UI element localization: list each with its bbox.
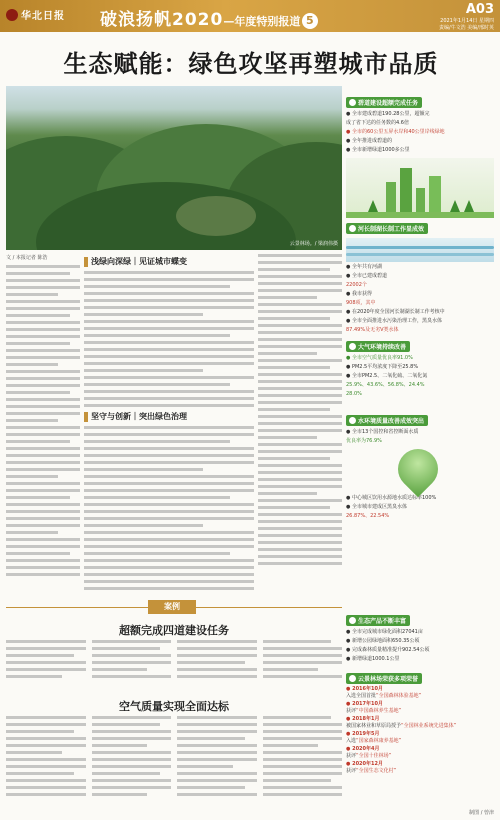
section-heading-2: 坚守与创新｜突出绿色治理 xyxy=(84,411,254,422)
sidebar-box-greenway xyxy=(346,90,494,218)
stat-line: ● 新增公园绿地面积650.35公顷 xyxy=(346,638,420,644)
green-city-illustration xyxy=(346,158,494,218)
stat-line: ● 在2020年度全国河长制湖长制工作考核中 xyxy=(346,309,445,315)
stat-line: ● 全市13个国控和省控断面水质 xyxy=(346,429,419,435)
honor-item: ● 2016年10月 入选全国首批“全国森林体验基地” xyxy=(346,686,422,699)
honor-item: ● 2019年5月 入选“国家森林康养基地” xyxy=(346,731,402,744)
sidebar-title-river-chief: 河长制湖长制工作显成效 xyxy=(346,223,428,234)
stat-line: 26.87%、22.54% xyxy=(346,513,390,519)
sidebar-title-air: 大气环境持续改善 xyxy=(346,341,410,352)
water-drop-illustration xyxy=(346,449,494,493)
sidebar-title-water: 水环境质量改善成效突出 xyxy=(346,415,428,426)
stat-line: ● 全市全面推进水污染治理工作，黑臭水体 xyxy=(346,318,442,324)
sidebar-box-honors xyxy=(346,666,494,775)
sidebar-box-air xyxy=(346,334,494,398)
case-text-2 xyxy=(6,716,342,814)
river-illustration xyxy=(346,238,494,262)
stat-line: ● 全市PM2.5、二氧化硫、二氧化氮 xyxy=(346,373,428,379)
stat-line: 87.49%及无劣V类水体 xyxy=(346,327,399,333)
main-headline: 生态赋能：绿色攻坚再塑城市品质 xyxy=(63,50,439,78)
sidebar-title-honors: 云景林场荣获多项荣誉 xyxy=(346,673,422,684)
stat-line: ● PM2.5平均浓度下降至25.8% xyxy=(346,364,419,370)
honor-item: ● 2018年1月 被国家林业和草原局授予“全国林业系统先进集体” xyxy=(346,716,457,729)
honor-item: ● 2020年4月 获评“全国十佳林场” xyxy=(346,746,392,759)
issue-date: 2021年1月14日 星期四 xyxy=(440,18,494,24)
paper-logo: 华北日报 xyxy=(6,7,65,22)
article-column-1 xyxy=(6,254,80,594)
stat-line: ● 全市完成城市绿化面积27041亩 xyxy=(346,629,423,635)
byline: 文 / 本报记者 陈浩 xyxy=(6,255,48,261)
sidebar-title-greenway: 碧道建设超额完成任务 xyxy=(346,97,422,108)
stat-line: ● 全市已建成碧道 xyxy=(346,273,387,279)
section-heading-1: 浅绿向深绿｜见证城市蝶变 xyxy=(84,256,254,267)
graphics-credit: 制图 / 曾津 xyxy=(469,810,494,816)
stat-line: ● 全市的60公里五屏水岸和40公里岸线绿地 xyxy=(346,129,445,135)
stat-line: ● 全市城市建成区黑臭水体 xyxy=(346,504,407,510)
case-heading-2: 空气质量实现全面达标 xyxy=(119,700,229,713)
photo-caption: 云景林场。/ 梁润伟摄 xyxy=(289,241,338,247)
article-column-2 xyxy=(84,254,254,594)
stat-line: 908项，其中 xyxy=(346,300,376,306)
case-text-1 xyxy=(6,640,342,692)
stat-line: ● 新增绿道1000.1公里 xyxy=(346,656,400,662)
stat-line: ● 中心城区饮用水源地水质达标率100% xyxy=(346,495,437,501)
stat-line: 28.0% xyxy=(346,391,362,397)
stat-line: 优良率为76.9% xyxy=(346,438,382,444)
header-band xyxy=(0,0,500,32)
stat-line: ● 我市获得 xyxy=(346,291,372,297)
stat-line: ● 全年共有河湖 xyxy=(346,264,382,270)
stat-line: ● 全市新增绿道1000多公里 xyxy=(346,147,410,153)
stat-line: ● 全年推进成碧道的 xyxy=(346,138,392,144)
honor-item: ● 2017年10月 获评“中国森林养生基地” xyxy=(346,701,402,714)
data-sidebar xyxy=(346,86,494,814)
special-report-title: 破浪扬帆2020—年度特别报道 5 xyxy=(100,5,318,30)
editor-credits: 责编/牛文浩 美编/邢时英 xyxy=(439,25,494,31)
case-tag: 案例 xyxy=(148,600,196,614)
stat-line: 成了省下达的任务数的4.6倍 xyxy=(346,120,409,126)
stat-line: ● 全市建成碧道190.28公里，超额完 xyxy=(346,111,430,117)
sidebar-title-eco-products: 生态产品不断丰富 xyxy=(346,615,410,626)
stat-line: 22002个 xyxy=(346,282,367,288)
sidebar-box-river-chief xyxy=(346,216,494,334)
sidebar-box-eco-products xyxy=(346,608,494,663)
stat-line: ● 全市空气质量优良率91.0% xyxy=(346,355,413,361)
stat-line: ● 完成森林质量精准提升902.54公顷 xyxy=(346,647,430,653)
honor-item: ● 2020年12月 获评“全国生态文化村” xyxy=(346,761,397,774)
forest-photo xyxy=(6,86,342,250)
stat-line: 25.9%、43.6%、56.8%、24.4% xyxy=(346,382,425,388)
page-number: A03 xyxy=(465,2,494,17)
article-column-3 xyxy=(258,254,342,594)
case-heading-1: 超额完成四道建设任务 xyxy=(119,624,229,637)
sidebar-box-water xyxy=(346,408,494,520)
